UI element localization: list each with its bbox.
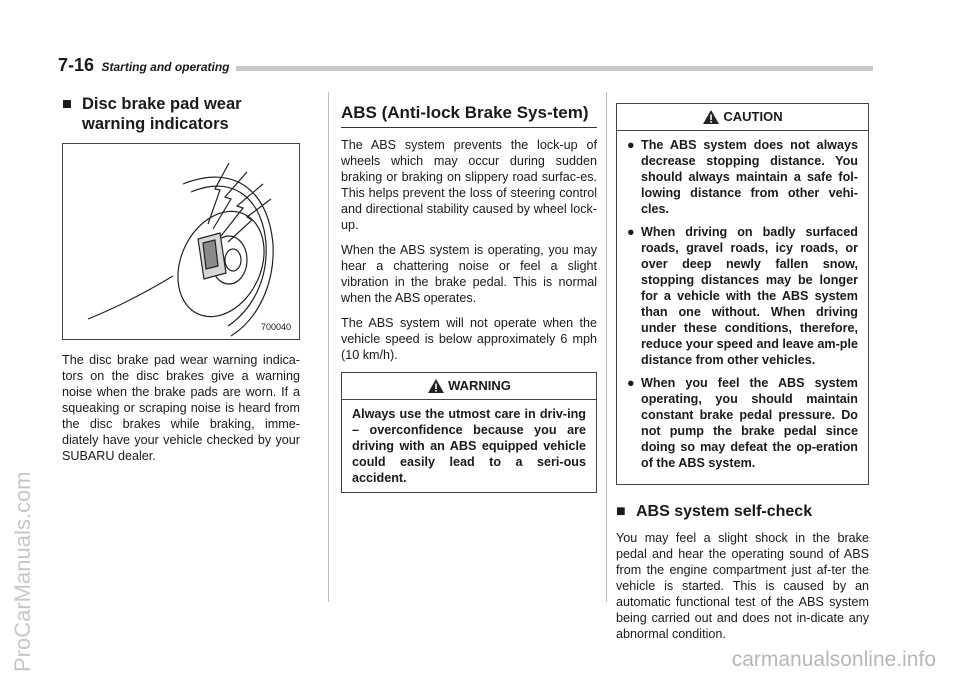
brake-pad xyxy=(203,240,218,269)
column-divider xyxy=(328,92,329,602)
heading-text: ABS system self-check xyxy=(636,503,813,520)
middle-column xyxy=(341,102,597,493)
caution-item xyxy=(627,224,858,368)
sound-wave xyxy=(213,172,247,229)
disc-brake-text: The disc brake pad wear warning indica-tors on the disc brakes give a warning noise when the brake pads are worn. If a squeaking or scraping noise is heard from the disc brakes while braking, imme-diately have your vehicle checked by your SUBARU dealer. xyxy=(62,353,300,463)
warning-triangle-icon xyxy=(702,109,720,125)
caution-item-text: When you feel the ABS system operating, you should maintain constant brake pedal pressure. Do not pump the brake pedal since doing so may defeat the op-eration of the ABS system. xyxy=(641,376,858,470)
section-title: Starting and operating xyxy=(101,60,230,74)
warning-triangle-icon xyxy=(427,378,445,394)
warning-box xyxy=(341,372,597,493)
warning-header xyxy=(342,373,596,400)
caution-header xyxy=(617,104,868,131)
abs-heading: ABS (Anti-lock Brake Sys-tem) xyxy=(341,102,597,128)
sound-wave xyxy=(208,163,229,224)
warning-label: WARNING xyxy=(448,378,511,393)
self-check-heading xyxy=(616,502,869,522)
warning-text: Always use the utmost care in driv-ing – overconfidence because you are driving with an ABS equipped vehicle could easily lead to a seri-ous accident. xyxy=(352,407,586,485)
brake-disc-figure xyxy=(63,144,300,340)
abs-paragraph: The ABS system prevents the lock-up of wheels which may occur during sudden braking or braking on slippery road surfac-es. This helps prevent the loss of steering control and directional stability caused by wheel lock-up. xyxy=(341,138,597,232)
bullet-icon: ● xyxy=(627,376,635,390)
figure-code: 700040 xyxy=(260,322,291,332)
brake-illustration xyxy=(62,143,300,340)
caution-body xyxy=(617,131,868,484)
caution-item-text: When driving on badly surfaced roads, gravel roads, icy roads, or over deep newly fallen snow, stopping distances may be longer for a vehicle with the ABS system than one without. When driving under these conditions, therefore, reduce your speed and leave am-ple distance from other vehicles. xyxy=(641,225,858,367)
left-column xyxy=(62,94,300,473)
page-number: 7-16 xyxy=(58,55,95,75)
header-text xyxy=(58,55,236,76)
disc-brake-heading xyxy=(62,94,300,134)
self-check-text: You may feel a slight shock in the brake pedal and hear the operating sound of ABS from the engine compartment just af-ter the vehicle is started. This is caused by an automatic functional test of the ABS system being carried out and does not in-dicate any abnormal condition. xyxy=(616,531,869,641)
heading-text: Disc brake pad wear warning indicators xyxy=(82,95,242,133)
bottom-watermark: carmanualsonline.info xyxy=(731,648,936,671)
side-watermark: ProCarManuals.com xyxy=(10,471,35,672)
caution-item xyxy=(627,375,858,471)
wheel-edge-line xyxy=(88,276,173,319)
caution-list xyxy=(627,137,858,471)
bullet-icon: ● xyxy=(627,225,635,239)
right-column xyxy=(616,103,869,651)
caution-item-text: The ABS system does not always decrease stopping distance. You should always maintain a safe fol-lowing distance from other vehi-cles. xyxy=(641,138,858,216)
caution-item xyxy=(627,137,858,217)
column-divider xyxy=(606,92,607,602)
hub-center xyxy=(225,249,241,271)
caution-box xyxy=(616,103,869,485)
bullet-icon: ● xyxy=(627,138,635,152)
abs-paragraph: When the ABS system is operating, you may hear a chattering noise or feel a slight vibration in the brake pedal. This is normal when the ABS operates. xyxy=(341,243,597,305)
heading-bullet-icon: ■ xyxy=(62,95,72,113)
page-header xyxy=(58,55,873,77)
heading-bullet-icon: ■ xyxy=(616,503,626,520)
abs-paragraph: The ABS system will not operate when the vehicle speed is below approximately 6 mph (10 km/h). xyxy=(341,316,597,362)
caution-label: CAUTION xyxy=(723,109,783,124)
